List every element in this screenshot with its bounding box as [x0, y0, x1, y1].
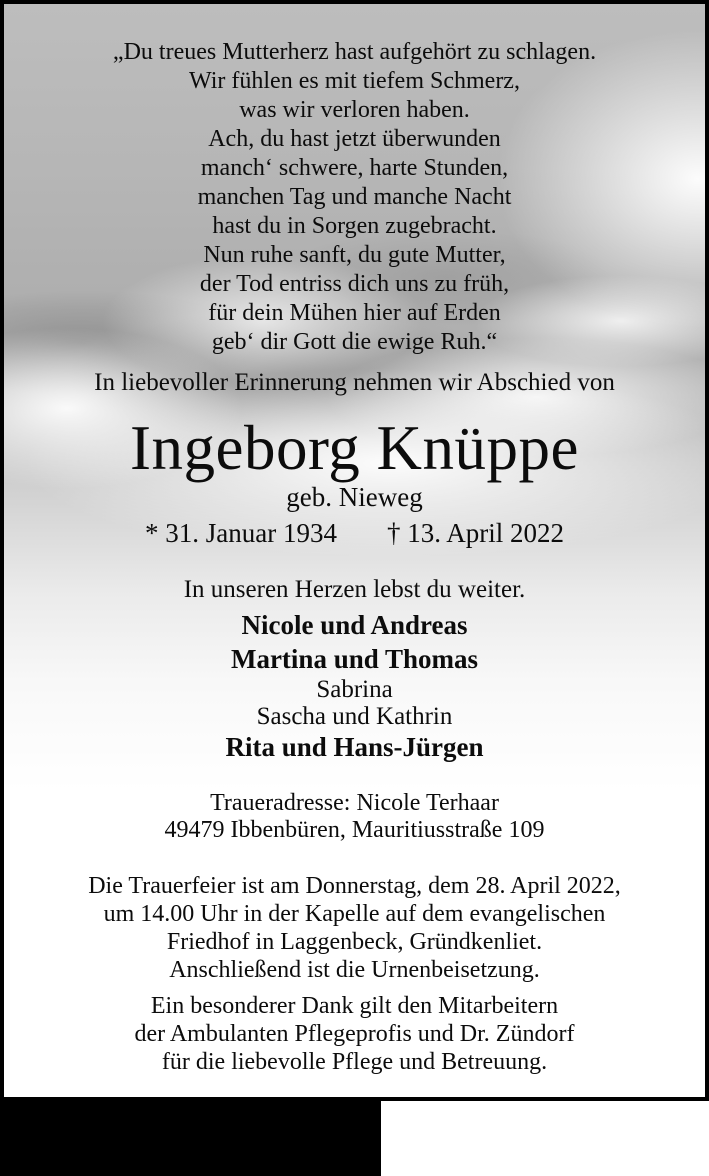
farewell-intro: In liebevoller Erinnerung nehmen wir Abschied von — [94, 369, 615, 396]
thanks-note — [4, 992, 705, 1076]
funeral-line: Die Trauerfeier ist am Donnerstag, dem 28. April 2022, — [88, 873, 621, 899]
remembrance-line: In unseren Herzen lebst du weiter. — [183, 576, 526, 603]
thanks-line: Ein besonderer Dank gilt den Mitarbeitern — [150, 993, 559, 1019]
mourners-list — [4, 608, 705, 764]
mourner-name: Rita und Hans-Jürgen — [225, 732, 484, 762]
funeral-line: Friedhof in Laggenbeck, Gründkenliet. — [166, 929, 543, 955]
life-dates — [4, 518, 705, 548]
mourner-name: Martina und Thomas — [230, 644, 479, 674]
birth-date: * 31. Januar 1934 — [145, 518, 337, 548]
poem-line: Nun ruhe sanft, du gute Mutter, — [203, 242, 506, 268]
mourner-name: Sabrina — [316, 676, 393, 703]
death-date: † 13. April 2022 — [386, 518, 564, 548]
memorial-poem — [4, 38, 705, 357]
address-line: Traueradresse: Nicole Terhaar — [210, 790, 499, 816]
poem-line: manch‘ schwere, harte Stunden, — [200, 155, 509, 181]
poem-line: manchen Tag und manche Nacht — [197, 184, 512, 210]
poem-line: der Tod entriss dich uns zu früh, — [199, 271, 510, 297]
poem-line: Wir fühlen es mit tiefem Schmerz, — [189, 68, 520, 94]
funeral-line: Anschließend ist die Urnenbeisetzung. — [169, 957, 540, 983]
maiden-name: geb. Nieweg — [286, 482, 423, 512]
poem-line: Ach, du hast jetzt überwunden — [208, 126, 501, 152]
poem-line: „Du treues Mutterherz hast aufgehört zu schlagen. — [112, 39, 597, 65]
poem-line: geb‘ dir Gott die ewige Ruh.“ — [211, 329, 498, 355]
mourner-name: Sascha und Kathrin — [256, 703, 453, 730]
deceased-name: Ingeborg Knüppe — [130, 413, 579, 483]
poem-line: hast du in Sorgen zugebracht. — [212, 213, 497, 239]
funeral-line: um 14.00 Uhr in der Kapelle auf dem evangelischen — [103, 901, 606, 927]
redaction-bar — [0, 1100, 381, 1176]
address-line: 49479 Ibbenbüren, Mauritiusstraße 109 — [164, 817, 545, 843]
mourner-name: Nicole und Andreas — [241, 610, 468, 640]
thanks-line: der Ambulanten Pflegeprofis und Dr. Zündorf — [134, 1021, 575, 1047]
mourning-address — [4, 790, 705, 844]
funeral-details — [4, 872, 705, 984]
poem-line: was wir verloren haben. — [239, 97, 470, 123]
thanks-line: für die liebevolle Pflege und Betreuung. — [161, 1049, 548, 1075]
poem-line: für dein Mühen hier auf Erden — [208, 300, 501, 326]
